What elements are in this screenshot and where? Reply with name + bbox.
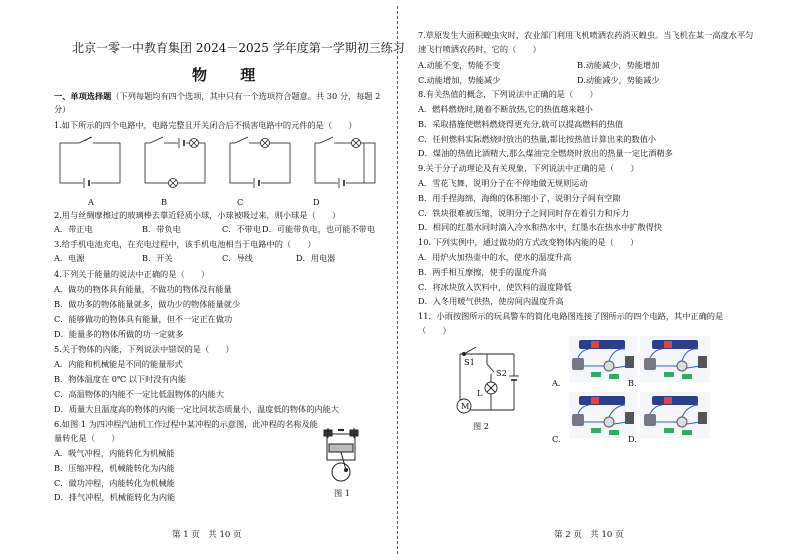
question-9: 9.关于分子动理论及有关现象，下列说法中正确的是（ ） bbox=[418, 163, 639, 173]
q4-option-a: A．做功的物体具有能量，不做功的物体没有能量 bbox=[54, 284, 232, 294]
question-6: 6.如图 1 为四冲程汽油机工作过程中某冲程的示意图，此冲程的名称及能 bbox=[54, 419, 318, 429]
q6-option-c: C．做功冲程，内能转化为机械能 bbox=[54, 478, 175, 488]
q9-option-b: B．用手捏海绵，海绵的体积缩小了，说明分子间有空隙 bbox=[418, 193, 621, 203]
label-m: M bbox=[461, 401, 470, 411]
circuit-c bbox=[230, 137, 290, 188]
engine-diagram bbox=[318, 428, 364, 484]
q8-option-a: A．燃料燃烧时,随着不断放热,它的热值越来越小 bbox=[418, 104, 593, 114]
q1-label-c: C bbox=[237, 197, 244, 207]
exam-title: 北京一零一中教育集团 2024－2025 学年度第一学期初三练习 bbox=[72, 41, 405, 55]
question-7-cont: 速飞行喷洒农药时，它的（ ） bbox=[418, 44, 541, 54]
q5-option-d: D．质量大且温度高的物体的内能一定比同状态质量小，温度低的物体的内能大 bbox=[54, 404, 339, 414]
question-3: 3.给手机电池充电，在充电过程中，该手机电池相当于电路中的（ ） bbox=[54, 239, 316, 249]
q9-option-d: D．相同的红墨水同时滴入冷水和热水中，红墨水在热水中扩散得快 bbox=[418, 222, 663, 232]
wiring-option-a bbox=[569, 336, 637, 382]
q7-option-c: C.动能增加，势能减少 bbox=[418, 75, 501, 85]
q9-option-a: A．雪花飞舞，说明分子在不停地做无规则运动 bbox=[418, 178, 588, 188]
question-2: 2.用与丝绸摩擦过的玻璃棒去靠近轻质小球，小球被吸过来，则小球是（ ） bbox=[54, 210, 341, 220]
fig-option-c-label: C. bbox=[552, 434, 561, 444]
fig-option-d-label: D. bbox=[628, 434, 637, 444]
q8-option-c: C．任何燃料实际燃烧时放出的热量,都比按热值计算出来的数值小 bbox=[418, 134, 657, 144]
section-desc: （下列每题均有四个选项，其中只有一个选项符合题意。共 30 分，每题 2 bbox=[111, 91, 381, 101]
label-l: L bbox=[477, 388, 483, 398]
q2-option-c: C．不带电 bbox=[222, 224, 262, 234]
label-s2: S2 bbox=[496, 368, 507, 378]
q7-option-d: D.动能减少，势能减少 bbox=[577, 75, 660, 85]
q4-option-d: D．能量多的物体所做的功一定就多 bbox=[54, 329, 184, 339]
q9-option-c: C．铁块很难被压缩，说明分子之间同时存在着引力和斥力 bbox=[418, 208, 629, 218]
q1-circuits bbox=[55, 137, 375, 207]
q1-label-d: D bbox=[313, 197, 320, 207]
wiring-option-c bbox=[569, 392, 637, 438]
q3-option-d: D．用电器 bbox=[296, 253, 336, 263]
q1-label-b: B bbox=[161, 197, 168, 207]
q8-option-d: D．煤油的热值比酒精大,那么煤油完全燃烧时放出的热量一定比酒精多 bbox=[418, 148, 673, 158]
q8-option-b: B．采取措施使燃料燃烧得更充分,就可以提高燃料的热值 bbox=[418, 119, 624, 129]
q10-option-a: A．用炉火加热壶中的水，使水的温度升高 bbox=[418, 252, 572, 262]
figure-2-caption: 图 2 bbox=[473, 421, 489, 431]
question-11: 11．小雨按图所示的玩具警车的简化电路图连接了图所示的四个电路，其中正确的是 bbox=[418, 311, 724, 321]
q10-option-b: B．两手相互摩擦，使手的温度升高 bbox=[418, 267, 547, 277]
q3-option-b: B．开关 bbox=[142, 253, 173, 263]
q10-option-d: D．入冬用暖气供热，使房间内温度升高 bbox=[418, 296, 564, 306]
q2-option-b: B．带负电 bbox=[142, 224, 181, 234]
page-footer-right: 第 2 页 共 10 页 bbox=[554, 530, 624, 540]
page-divider bbox=[397, 6, 398, 554]
q1-label-a: A bbox=[88, 197, 94, 207]
question-6-cont: 量转化是（ ） bbox=[54, 433, 120, 443]
question-11-cont: （ ） bbox=[418, 325, 451, 335]
q4-option-b: B．做功多的物体能量就多，做功少的物体能量就少 bbox=[54, 299, 241, 309]
figure-1-caption: 图 1 bbox=[334, 488, 350, 498]
q6-option-d: D．排气冲程，机械能转化为内能 bbox=[54, 492, 176, 502]
q3-option-a: A．电源 bbox=[54, 253, 85, 263]
fig-option-b-label: B. bbox=[628, 378, 637, 388]
q5-option-c: C．高温物体的内能不一定比低温物体的内能大 bbox=[54, 389, 225, 399]
q2-option-d: D．可能带负电，也可能不带电 bbox=[262, 224, 376, 234]
section-label: 一、单项选择题 bbox=[54, 91, 112, 101]
question-8: 8.有关热值的概念，下列说法中正确的是（ ） bbox=[418, 89, 598, 99]
circuit-d bbox=[315, 137, 375, 188]
q7-option-a: A.动能不变，势能不变 bbox=[418, 60, 501, 70]
circuit-a bbox=[60, 137, 120, 188]
circuit-b bbox=[145, 137, 205, 188]
q3-option-c: C．导线 bbox=[222, 253, 253, 263]
question-5: 5.关于物体的内能，下列说法中错误的是（ ） bbox=[54, 344, 234, 354]
q4-option-c: C．能够做功的物体具有能量，但不一定正在做功 bbox=[54, 314, 233, 324]
q7-option-b: B.动能减少，势能增加 bbox=[577, 60, 660, 70]
question-1: 1.如下所示的四个电路中，电路完整且开关闭合后不损害电路中的元件的是（ ） bbox=[54, 120, 357, 130]
q6-option-b: B．压缩冲程，机械能转化为内能 bbox=[54, 463, 175, 473]
wiring-option-b bbox=[640, 336, 710, 382]
subject-title: 物 理 bbox=[192, 66, 270, 84]
fig-option-a-label: A. bbox=[552, 378, 561, 388]
wiring-option-d bbox=[640, 392, 710, 438]
q5-option-b: B．物体温度在 0℃ 以下时没有内能 bbox=[54, 374, 187, 384]
q2-option-a: A．带正电 bbox=[54, 224, 93, 234]
section-desc-cont: 分） bbox=[54, 104, 71, 114]
section-heading bbox=[54, 91, 380, 102]
q5-option-a: A．内能和机械能是不同的能量形式 bbox=[54, 359, 183, 369]
question-4: 4.下列关于能量的说法中正确的是（ ） bbox=[54, 269, 210, 279]
q6-option-a: A．吸气冲程，内能转化为机械能 bbox=[54, 448, 175, 458]
question-10: 10. 下列实例中，通过做功的方式改变物体内能的是（ ） bbox=[418, 237, 639, 247]
question-7: 7.草原发生大面积蝗虫灾时，农业部门利用飞机喷洒农药消灭蝗虫。当飞机在某一高度水平匀 bbox=[418, 30, 754, 40]
q10-option-c: C．将冰块放入饮料中，使饮料的温度降低 bbox=[418, 282, 572, 292]
label-s1: S1 bbox=[464, 357, 475, 367]
page-footer-left: 第 1 页 共 10 页 bbox=[172, 530, 242, 540]
